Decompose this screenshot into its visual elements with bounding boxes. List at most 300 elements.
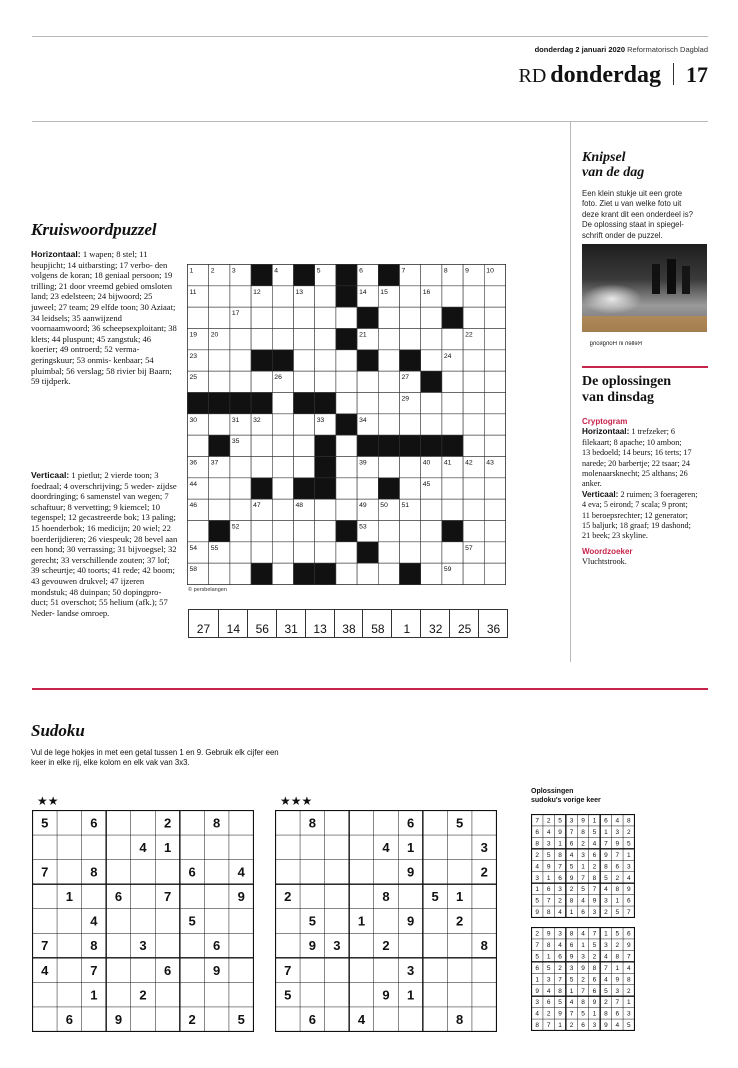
clue-number: 8 xyxy=(443,267,448,275)
crossword-cell[interactable] xyxy=(421,329,442,350)
sudoku-digit: 6 xyxy=(546,999,551,1007)
crossword-cell[interactable] xyxy=(272,563,293,584)
crossword-cell[interactable] xyxy=(400,307,421,328)
sudoku-digit: 7 xyxy=(581,874,585,882)
crossword-cell[interactable] xyxy=(251,371,272,392)
sudoku-digit: 2 xyxy=(139,987,147,1003)
sudoku-digit: 3 xyxy=(569,817,574,825)
sudoku-digit: 9 xyxy=(558,829,562,837)
crossword-cell[interactable] xyxy=(357,393,378,414)
crossword-cell[interactable] xyxy=(378,329,399,350)
crossword-cell[interactable] xyxy=(336,457,357,478)
sudoku-digit: 7 xyxy=(90,962,98,978)
crossword-cell[interactable] xyxy=(230,350,251,371)
crossword-cell[interactable] xyxy=(442,499,463,520)
clue-number: 28 xyxy=(422,374,431,382)
sudoku-digit: 2 xyxy=(535,851,540,859)
answer-key-cell[interactable]: 1 xyxy=(391,610,421,637)
crossword-cell[interactable] xyxy=(209,478,230,499)
crossword-cell[interactable] xyxy=(400,414,421,435)
crossword-cell[interactable] xyxy=(463,350,484,371)
clue-number: 50 xyxy=(380,502,388,510)
crossword-cell[interactable] xyxy=(272,521,293,542)
sudoku-digit: 9 xyxy=(592,999,597,1007)
sudoku-digit: 8 xyxy=(558,851,562,859)
sudoku-solution-1 xyxy=(531,814,635,918)
clue-number: 1 xyxy=(189,267,194,275)
crossword-cell[interactable] xyxy=(484,371,505,392)
crossword-block xyxy=(294,393,315,414)
crossword-cell[interactable] xyxy=(484,563,505,584)
crossword-cell[interactable] xyxy=(400,478,421,499)
crossword-cell[interactable] xyxy=(272,414,293,435)
clue-number: 24 xyxy=(443,352,452,360)
sudoku-digit: 6 xyxy=(163,962,172,978)
crossword-cell[interactable] xyxy=(294,521,315,542)
crossword-cell[interactable] xyxy=(230,542,251,563)
sudoku-digit: 6 xyxy=(308,1011,316,1027)
sudoku-digit: 3 xyxy=(592,1022,597,1030)
crossword-cell[interactable] xyxy=(251,521,272,542)
crossword-block xyxy=(442,521,463,542)
sudoku-digit: 8 xyxy=(592,964,597,972)
crossword-cell[interactable] xyxy=(442,371,463,392)
crossword-cell[interactable] xyxy=(315,371,336,392)
sudoku-digit: 3 xyxy=(604,942,608,950)
sudoku-digit: 5 xyxy=(431,889,439,905)
clue-number: 18 xyxy=(359,310,367,318)
crossword-cell[interactable] xyxy=(357,478,378,499)
solutions-body: Cryptogram Horizontaal: 1 trefzeker; 6 filekaart; 8 apache; 10 ambon; 13 bedoeld; 14 beurs; 16 terts; 17 narede; 20 barbertje; 22 tsaar; 24 molenaarsknecht; 25 althans; 26 anker. Verticaal: 2 ruimen; 3 foerageren; 4 eva; 5 eirond; 7 scala; 9 pront; 11 beroepsrechter; 12 generator; 15 baljurk; 18 graaf; 19 dashond; 21 beek; 23 skyline. Woordzoeker Vluchtstrook. xyxy=(582,417,698,567)
sudoku-digit: 8 xyxy=(456,1011,464,1027)
sudoku-digit: 7 xyxy=(535,817,540,825)
crossword-cell[interactable] xyxy=(378,393,399,414)
sudoku-digit: 6 xyxy=(114,889,123,905)
clue-number: 37 xyxy=(210,459,219,467)
crossword-cell[interactable] xyxy=(272,393,293,414)
crossword-cell[interactable] xyxy=(336,371,357,392)
sudoku-digit: 5 xyxy=(284,987,292,1003)
sudoku-digit: 6 xyxy=(592,851,597,859)
sudoku-digit: 9 xyxy=(546,930,551,938)
sudoku-digit: 4 xyxy=(382,840,390,856)
sudoku-digit: 2 xyxy=(581,976,585,984)
header-bottom-rule xyxy=(32,121,708,122)
sudoku-digit: 1 xyxy=(558,1022,562,1030)
sudoku-digit: 4 xyxy=(546,987,551,995)
sudoku-digit: 1 xyxy=(535,976,540,984)
answer-key-cell[interactable]: 31 xyxy=(276,610,306,637)
crossword-cell[interactable] xyxy=(294,329,315,350)
sudoku-digit: 6 xyxy=(188,864,196,880)
sudoku-digit: 5 xyxy=(41,815,49,831)
crossword-cell[interactable] xyxy=(378,350,399,371)
sudoku-digit: 2 xyxy=(604,999,608,1007)
sudoku-digit: 9 xyxy=(569,953,574,961)
paper-name: Reformatorisch Dagblad xyxy=(627,45,708,54)
clue-number: 23 xyxy=(189,352,198,360)
sudoku-digit: 9 xyxy=(581,964,585,972)
crossword-cell[interactable] xyxy=(484,286,505,307)
sudoku-digit: 8 xyxy=(569,930,574,938)
crossword-block xyxy=(378,478,399,499)
crossword-cell[interactable] xyxy=(294,307,315,328)
crossword-cell[interactable] xyxy=(421,393,442,414)
sudoku-digit: 7 xyxy=(558,863,562,871)
sudoku-digit: 5 xyxy=(569,976,574,984)
clue-number: 46 xyxy=(189,502,198,510)
sudoku-digit: 3 xyxy=(604,897,608,905)
clue-number: 15 xyxy=(380,288,388,296)
crossword-cell[interactable] xyxy=(484,414,505,435)
crossword-cell[interactable] xyxy=(378,563,399,584)
crossword-cell[interactable] xyxy=(400,542,421,563)
section-name: donderdag xyxy=(550,62,661,88)
sudoku-digit: 3 xyxy=(406,962,415,978)
crossword-cell[interactable] xyxy=(315,542,336,563)
crossword-cell[interactable] xyxy=(315,286,336,307)
sudoku-digit: 1 xyxy=(406,987,415,1003)
crossword-cell[interactable] xyxy=(421,414,442,435)
crossword-cell[interactable] xyxy=(400,521,421,542)
sudoku-digit: 3 xyxy=(581,953,585,961)
sudoku-digit: 6 xyxy=(65,1011,73,1027)
crossword-cell[interactable] xyxy=(272,307,293,328)
crossword-cell[interactable] xyxy=(463,435,484,456)
crossword-block xyxy=(357,435,378,456)
crossword-cell[interactable] xyxy=(336,393,357,414)
sudoku-digit: 2 xyxy=(558,964,562,972)
sudoku-digit: 9 xyxy=(626,886,631,894)
clue-number: 54 xyxy=(189,544,198,552)
sudoku-digit: 1 xyxy=(604,930,608,938)
sudoku-digit: 8 xyxy=(581,829,585,837)
crossword-cell[interactable] xyxy=(294,457,315,478)
sudoku-digit: 1 xyxy=(406,840,415,856)
crossword-block xyxy=(315,435,336,456)
crossword-cell[interactable] xyxy=(188,521,209,542)
sudoku-digit: 4 xyxy=(569,851,574,859)
crossword-cell[interactable] xyxy=(463,499,484,520)
crossword-cell[interactable] xyxy=(442,414,463,435)
answer-key-cell[interactable]: 27 xyxy=(196,622,211,636)
crossword-cell[interactable] xyxy=(315,350,336,371)
sudoku-digit: 4 xyxy=(581,897,585,905)
sudoku-digit: 2 xyxy=(592,863,597,871)
crossword-cell[interactable] xyxy=(315,307,336,328)
sudoku-digit: 9 xyxy=(308,938,316,954)
crossword-cell[interactable] xyxy=(357,563,378,584)
sudoku-digit: 7 xyxy=(569,1010,574,1018)
crossword-cell[interactable] xyxy=(230,478,251,499)
sudoku-digit: 2 xyxy=(581,840,585,848)
crossword-cell[interactable] xyxy=(315,521,336,542)
answer-key-cell[interactable]: 38 xyxy=(334,610,364,637)
clue-number: 51 xyxy=(401,502,410,510)
sudoku-puzzle-2[interactable] xyxy=(275,810,497,1032)
crossword-cell[interactable] xyxy=(209,563,230,584)
sudoku-digit: 4 xyxy=(558,942,562,950)
crossword-block xyxy=(209,435,230,456)
crossword-block xyxy=(421,435,442,456)
crossword-cell[interactable] xyxy=(272,329,293,350)
crossword-cell[interactable] xyxy=(272,435,293,456)
solutions-title: De oplossingen van dinsdag xyxy=(582,374,672,405)
crossword-block xyxy=(378,435,399,456)
answer-key-cell[interactable]: 13 xyxy=(305,610,335,637)
crossword-cell[interactable] xyxy=(230,329,251,350)
sudoku-digit: 9 xyxy=(615,840,620,848)
sudoku-digit: 8 xyxy=(213,815,221,831)
sudoku-digit: 9 xyxy=(535,987,540,995)
crossword-cell[interactable] xyxy=(336,499,357,520)
sudoku-digit: 9 xyxy=(406,864,415,880)
date: donderdag 2 januari 2020 xyxy=(534,45,626,54)
crossword-cell[interactable] xyxy=(209,414,230,435)
crossword-cell[interactable] xyxy=(463,371,484,392)
sudoku-digit: 5 xyxy=(581,886,585,894)
crossword-cell[interactable] xyxy=(400,286,421,307)
answer-key[interactable] xyxy=(188,609,508,638)
crossword-cell[interactable] xyxy=(421,350,442,371)
crossword-block xyxy=(209,393,230,414)
crossword-cell[interactable] xyxy=(463,393,484,414)
crossword-cell[interactable] xyxy=(421,521,442,542)
crossword-cell[interactable] xyxy=(421,265,442,286)
sudoku-digit: 6 xyxy=(604,817,608,825)
crossword-block xyxy=(336,329,357,350)
sudoku-digit: 8 xyxy=(592,874,597,882)
crossword-cell[interactable] xyxy=(484,478,505,499)
sudoku2-stars: ★★★ xyxy=(280,794,313,808)
crossword-cell[interactable] xyxy=(315,499,336,520)
crossword-cell[interactable] xyxy=(484,435,505,456)
crossword-cell[interactable] xyxy=(272,286,293,307)
sudoku-digit: 2 xyxy=(604,909,608,917)
crossword-cell[interactable] xyxy=(272,478,293,499)
crossword-cell[interactable] xyxy=(315,329,336,350)
clue-number: 5 xyxy=(316,267,321,275)
crossword-cell[interactable] xyxy=(484,521,505,542)
crossword-cell[interactable] xyxy=(272,499,293,520)
crossword-cell[interactable] xyxy=(188,435,209,456)
sudoku-digit: 3 xyxy=(581,851,585,859)
clue-number: 19 xyxy=(189,331,198,339)
sudoku-digit: 9 xyxy=(604,1022,608,1030)
clue-number: 35 xyxy=(231,438,240,446)
crossword-cell[interactable] xyxy=(378,371,399,392)
crossword-cell[interactable] xyxy=(272,457,293,478)
sudoku-digit: 1 xyxy=(569,987,574,995)
crossword-cell[interactable] xyxy=(251,329,272,350)
sudoku-digit: 9 xyxy=(546,863,551,871)
crossword-cell[interactable] xyxy=(294,371,315,392)
sudoku-digit: 9 xyxy=(615,976,620,984)
answer-key-cell[interactable]: 36 xyxy=(478,610,508,637)
crossword-cell[interactable] xyxy=(251,435,272,456)
crossword-cell[interactable] xyxy=(357,371,378,392)
crossword-cell[interactable] xyxy=(463,414,484,435)
sudoku-digit: 2 xyxy=(626,829,631,837)
sudoku-digit: 4 xyxy=(139,840,147,856)
crossword-cell[interactable] xyxy=(272,542,293,563)
sudoku-digit: 9 xyxy=(604,851,608,859)
crossword-cell[interactable] xyxy=(378,521,399,542)
crossword-cell[interactable] xyxy=(251,542,272,563)
sudoku-digit: 4 xyxy=(626,874,631,882)
sudoku-digit: 2 xyxy=(615,874,620,882)
crossword-block xyxy=(442,307,463,328)
crossword-cell[interactable] xyxy=(378,307,399,328)
crossword-block xyxy=(336,265,357,286)
sudoku-digit: 2 xyxy=(456,913,464,929)
answer-key-cell[interactable]: 14 xyxy=(218,610,248,637)
crossword-cell[interactable] xyxy=(230,499,251,520)
sudoku-digit: 7 xyxy=(41,864,49,880)
snippet-title: Knipsel van de dag xyxy=(582,150,645,180)
sudoku-digit: 7 xyxy=(41,938,49,954)
sudoku-digit: 8 xyxy=(546,942,551,950)
snippet-photo xyxy=(582,244,707,332)
crossword-cell[interactable] xyxy=(400,329,421,350)
crossword-block xyxy=(272,350,293,371)
crossword-grid[interactable] xyxy=(187,264,507,586)
sudoku-digit: 3 xyxy=(626,863,631,871)
crossword-block xyxy=(378,265,399,286)
clue-number: 52 xyxy=(231,523,240,531)
crossword-cell[interactable] xyxy=(463,478,484,499)
sudoku-digit: 4 xyxy=(581,930,585,938)
mirror-text: Rellen in Hongkong xyxy=(589,341,642,347)
sudoku-rule xyxy=(32,688,708,690)
sudoku-digit: 5 xyxy=(237,1011,245,1027)
crossword-cell[interactable] xyxy=(230,286,251,307)
sudoku-digit: 3 xyxy=(480,840,488,856)
crossword-cell[interactable] xyxy=(378,457,399,478)
crossword-cell[interactable] xyxy=(484,542,505,563)
clue-number: 9 xyxy=(465,267,469,275)
clue-number: 25 xyxy=(189,374,198,382)
sudoku-digit: 5 xyxy=(615,909,620,917)
crossword-cell[interactable] xyxy=(336,563,357,584)
clue-number: 17 xyxy=(231,310,240,318)
column-divider xyxy=(570,122,571,662)
crossword-cell[interactable] xyxy=(230,457,251,478)
crossword-cell[interactable] xyxy=(294,414,315,435)
crossword-cell[interactable] xyxy=(378,542,399,563)
sudoku-digit: 2 xyxy=(569,886,574,894)
crossword-cell[interactable] xyxy=(421,542,442,563)
clue-number: 49 xyxy=(359,502,367,510)
crossword-cell[interactable] xyxy=(484,499,505,520)
crossword-cell[interactable] xyxy=(209,286,230,307)
crossword-cell[interactable] xyxy=(294,350,315,371)
clue-number: 36 xyxy=(189,459,198,467)
sudoku-digit: 8 xyxy=(569,897,574,905)
crossword-cell[interactable] xyxy=(230,563,251,584)
clue-number: 39 xyxy=(359,459,367,467)
crossword-cell[interactable] xyxy=(400,457,421,478)
answer-key-cell[interactable]: 25 xyxy=(449,610,479,637)
crossword-block xyxy=(357,350,378,371)
sudoku-digit: 4 xyxy=(604,886,608,894)
crossword-cell[interactable] xyxy=(209,307,230,328)
crossword-cell[interactable] xyxy=(421,499,442,520)
sudoku-digit: 8 xyxy=(382,889,390,905)
clue-number: 47 xyxy=(253,502,261,510)
crossword-cell[interactable] xyxy=(336,435,357,456)
answer-key-cell[interactable]: 56 xyxy=(247,610,277,637)
answer-key-cell[interactable]: 32 xyxy=(420,610,450,637)
crossword-cell[interactable] xyxy=(484,307,505,328)
crossword-cell[interactable] xyxy=(251,307,272,328)
sudoku-digit: 3 xyxy=(546,976,551,984)
crossword-block xyxy=(251,350,272,371)
crossword-cell[interactable] xyxy=(209,371,230,392)
crossword-cell[interactable] xyxy=(209,350,230,371)
answer-key-cell[interactable]: 58 xyxy=(362,610,392,637)
sudoku-digit: 2 xyxy=(546,817,551,825)
crossword-cell[interactable] xyxy=(209,499,230,520)
crossword-cell[interactable] xyxy=(442,329,463,350)
crossword-cell[interactable] xyxy=(378,414,399,435)
clue-number: 27 xyxy=(401,374,410,382)
sudoku-digit: 5 xyxy=(581,1010,585,1018)
crossword-cell[interactable] xyxy=(463,563,484,584)
crossword-cell[interactable] xyxy=(463,286,484,307)
crossword-cell[interactable] xyxy=(463,307,484,328)
crossword-cell[interactable] xyxy=(294,542,315,563)
crossword-cell[interactable] xyxy=(484,393,505,414)
sudoku-digit: 8 xyxy=(90,864,98,880)
crossword-cell[interactable] xyxy=(421,307,442,328)
crossword-cell[interactable] xyxy=(442,393,463,414)
crossword-cell[interactable] xyxy=(336,542,357,563)
sudoku-digit: 1 xyxy=(581,942,585,950)
crossword-cell[interactable] xyxy=(336,307,357,328)
crossword-cell[interactable] xyxy=(251,457,272,478)
crossword-cell[interactable] xyxy=(442,542,463,563)
crossword-cell[interactable] xyxy=(188,307,209,328)
snippet-body: Een klein stukje uit een grote foto. Ziet u van welke foto uit deze krant dit een onderdeel is? De oplossing staat in spiegel- schrift onder de puzzel. xyxy=(582,189,693,240)
sudoku-digit: 1 xyxy=(357,913,366,929)
crossword-title: Kruiswoordpuzzel xyxy=(31,220,157,239)
sudoku-digit: 8 xyxy=(480,938,488,954)
crossword-cell[interactable] xyxy=(336,350,357,371)
crossword-cell[interactable] xyxy=(442,478,463,499)
sudoku-digit: 8 xyxy=(626,817,631,825)
clue-number: 30 xyxy=(189,416,198,424)
sudoku-digit: 4 xyxy=(626,964,631,972)
crossword-cell[interactable] xyxy=(484,329,505,350)
crossword-cell[interactable] xyxy=(442,286,463,307)
dateline xyxy=(535,45,708,54)
clue-number: 7 xyxy=(401,267,406,275)
crossword-cell[interactable] xyxy=(336,478,357,499)
crossword-cell[interactable] xyxy=(230,371,251,392)
crossword-cell[interactable] xyxy=(421,563,442,584)
crossword-cell[interactable] xyxy=(463,521,484,542)
sudoku-digit: 9 xyxy=(535,909,540,917)
crossword-cell[interactable] xyxy=(294,435,315,456)
crossword-cell[interactable] xyxy=(484,350,505,371)
sudoku-digit: 2 xyxy=(163,815,172,831)
crossword-block xyxy=(294,478,315,499)
sudoku-puzzle-1[interactable] xyxy=(32,810,254,1032)
sudoku-digit: 5 xyxy=(569,863,574,871)
sudoku-digit: 6 xyxy=(546,886,551,894)
sudoku-digit: 5 xyxy=(626,1022,631,1030)
